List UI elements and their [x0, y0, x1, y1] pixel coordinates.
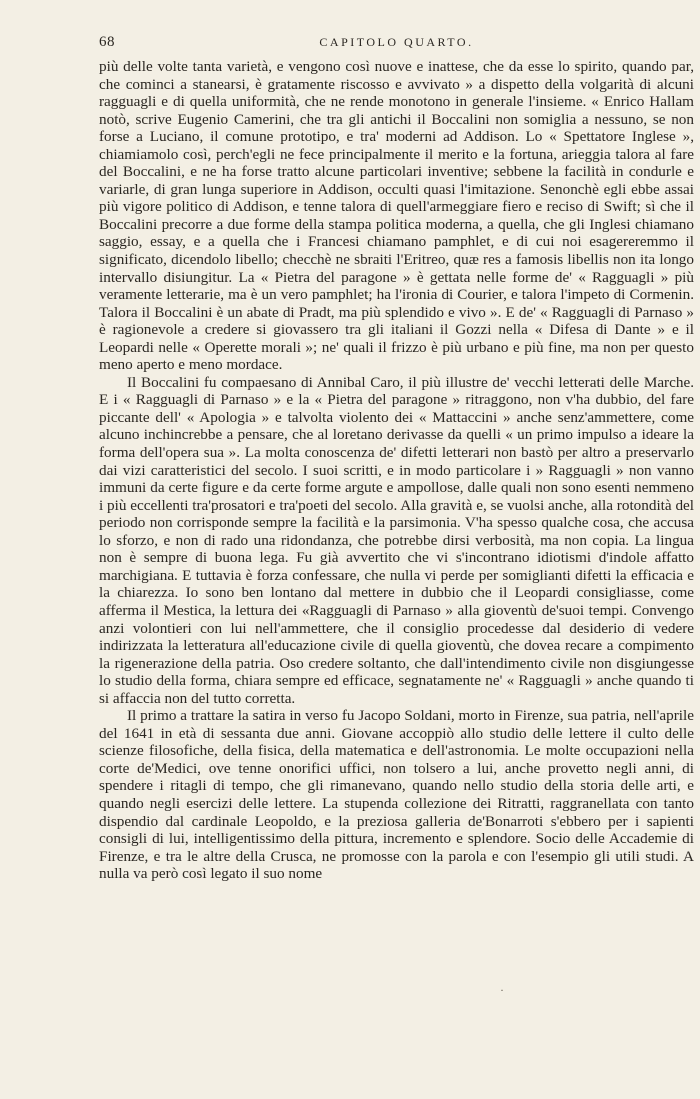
running-title: CAPITOLO QUARTO. — [319, 35, 474, 49]
paragraph-3: Il primo a trattare la satira in verso fu Jacopo Soldani, morto in Firenze, sua patria, nell'aprile del 1641 in età di sessanta due anni. Giovane accoppiò allo studio delle lettere il culto delle scienze filosofiche, della fisica, della matematica e dell'astronomia. Le molte occupazioni nella corte de'Medici, ove tenne onorifici uffici, non tolsero a lui, anche provetto negli anni, di spendere i ritagli di tempo, che gli rimanevano, quando nello studio della storia delle arti, e quando negli esercizi delle lettere. La stupenda collezione dei Ritratti, raggranellata con tanto dispendio dal cardinale Leopoldo, e la preziosa galleria de'Bonarroti s'ebbero per i sapienti consigli di lui, intelligentissimo della pittura, incremento e splendore. Socio delle Accademie di Firenze, e tra le altre della Crusca, ne promosse con la parola e con l'esempio gli utili studi. A nulla va però così legato il suo nome — [99, 707, 694, 883]
page-number: 68 — [99, 34, 115, 50]
paragraph-1: più delle volte tanta varietà, e vengono così nuove e inattese, che da esse lo spirito, quando par, che cominci a stanearsi, è gratamente riscosso e avvivato » a dispetto della volgarità di alcuni ragguagli e di quella uniformità, che ne rende monotono in generale l'insieme. « Enrico Hallam notò, scrive Eugenio Camerini, che tra gli antichi il Boccalini non somiglia a nessuno, se non forse a Luciano, il comune prototipo, e tra' moderni ad Addison. Lo « Spettatore Inglese », chiamiamolo così, perch'egli ne fece principalmente il merito e la fortuna, arieggia talora al fare del Boccalini, e ne ha forse tratto alcune particolari inventive; sebbene la facilità in condurle e variarle, di gran lunga superiore in Addison, occulti quasi l'imitazione. Senonchè egli ebbe assai più vigore politico di Addison, e tenne talora di quell'armeggiare fiero e reciso di Swift; sì che il Boccalini precorre a due forme della stampa politica moderna, a quella, che gli Inglesi chiamano saggio, essay, e a quella che i Francesi chiamano pamphlet, e di cui noi esagereremmo il significato, dicendolo libello; checchè ne sbraiti l'Eritreo, quæ res a famosis libellis non ita longo intervallo disiungitur. La « Pietra del paragone » è gettata nelle forme de' « Ragguagli » più veramente letterarie, ma è un vero pamphlet; ha l'ironia di Courier, e talora l'impeto di Cormenin. Talora il Boccalini è un abate di Pradt, ma più splendido e vivo ». E de' « Ragguagli di Parnaso » è ragionevole a credere si giovassero tra gli italiani il Gozzi nella « Difesa di Dante » e il Leopardi nelle « Operette morali »; ne' quali il frizzo è più urbano e più fine, ma non per questo meno aperto e meno mordace. — [99, 58, 694, 374]
paragraph-2: Il Boccalini fu compaesano di Annibal Caro, il più illustre de' vecchi letterati delle Marche. E i « Ragguagli di Parnaso » e la « Pietra del paragone » ritraggono, non v'ha dubbio, del fare piccante dell' « Apologia » e talvolta violento dei « Mattaccini » anche senz'ammettere, come alcuno inchincrebbe a pensare, che al loretano derivasse da quelli « un primo impulso a ideare la forma dell'opera sua ». La molta conoscenza de' difetti letterari non bastò per altro a preservarlo dai vizi caratteristici del secolo. I suoi scritti, e in modo particolare i » Ragguagli » non vanno immuni da certe figure e da certe forme argute e ampollose, dalle quali non sono esenti nemmeno i più eccellenti tra'prosatori e tra'poeti del secolo. Alla gravità e, se vuolsi anche, alla rotondità del periodo non corrisponde sempre la facilità e la parsimonia. V'ha spesso qualche cosa, che accusa lo sforzo, e non di rado una ridondanza, che potrebbe dirsi verbosità, ma non copia. La lingua non è sempre di buona lega. Fu già avvertito che vi s'incontrano idiotismi d'indole affatto marchigiana. E tuttavia è forza confessare, che nulla vi perde per somiglianti difetti la efficacia e la chiarezza. Io sono ben lontano dal mettere in dubbio che il Leopardi consigliasse, come afferma il Mestica, la lettura dei «Ragguagli di Parnaso » alla gioventù de'suoi tempi. Convengo anzi volontieri con lui nell'ammettere, che il consiglio procedesse dal desiderio di vedere indirizzata la letteratura all'educazione civile di quella gioventù, che dovea recare a compimento la rigenerazione della patria. Oso credere soltanto, che dall'intendimento civile non disgiungesse lo studio della forma, chiara sempre ed efficace, segnatamente ne' « Ragguagli » anche quando ti si affaccia non del tutto corretta. — [99, 373, 694, 707]
footer-mark: · — [500, 983, 504, 997]
page-header — [99, 34, 694, 54]
body-text — [99, 58, 694, 883]
